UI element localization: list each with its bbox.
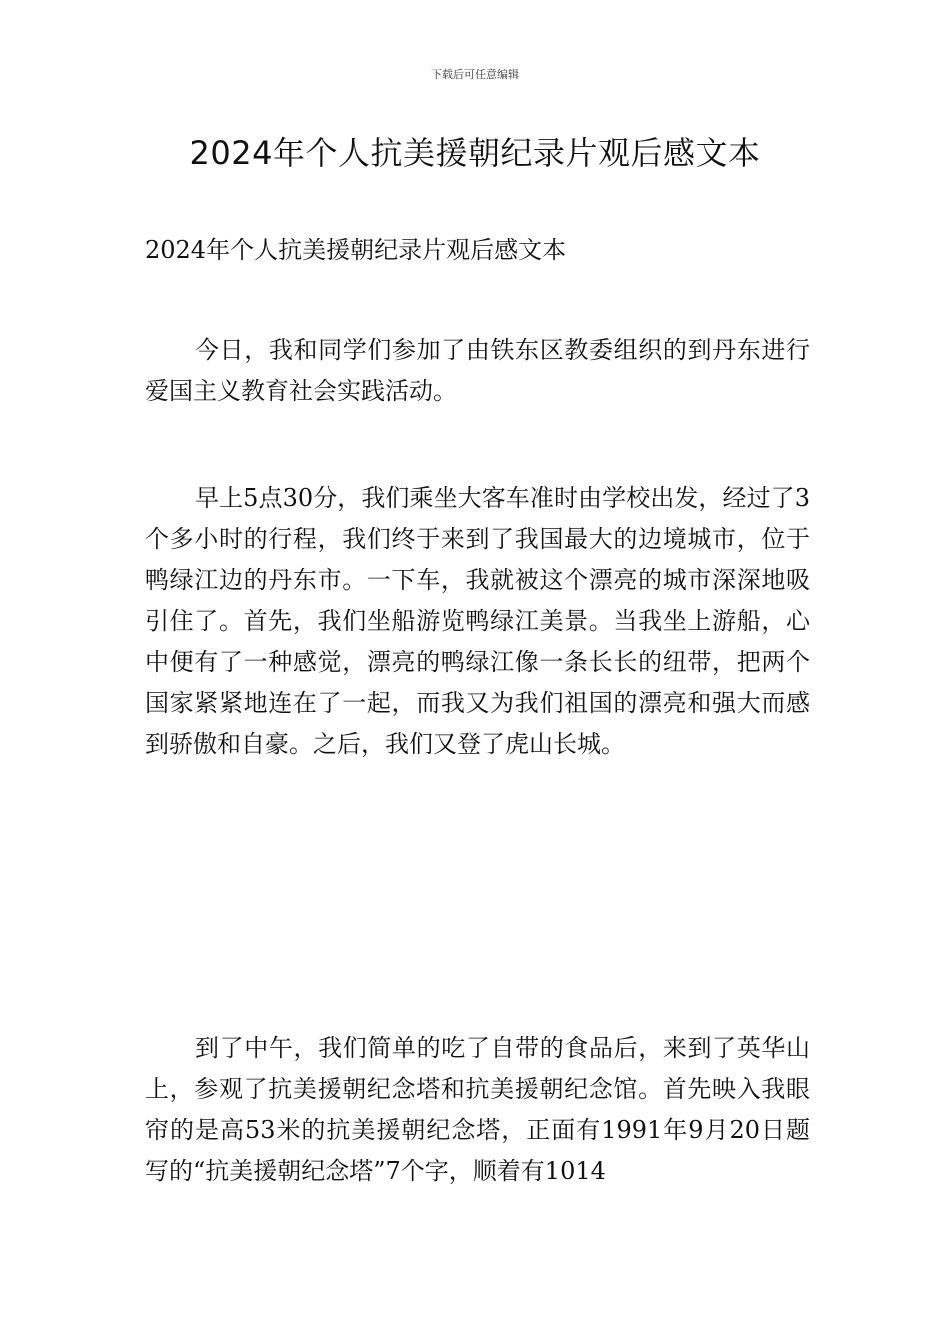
paragraph-3: 到了中午，我们简单的吃了自带的食品后，来到了英华山上，参观了抗美援朝纪念塔和抗美援朝纪念馆。首先映入我眼帘的是高53米的抗美援朝纪念塔，正面有1991年9月20日题写的“抗美援朝纪念塔”7个字，顺着有1014 [145, 1034, 810, 1185]
document-subtitle: 2024年个人抗美援朝纪录片观后感文本 [145, 236, 567, 264]
paragraph-2: 早上5点30分，我们乘坐大客车准时由学校出发，经过了3个多小时的行程，我们终于来到了我国最大的边境城市，位于鸭绿江边的丹东市。一下车，我就被这个漂亮的城市深深地吸引住了。首先，我们坐船游览鸭绿江美景。当我坐上游船，心中便有了一种感觉，漂亮的鸭绿江像一条长长的纽带，把两个国家紧紧地连在了一起，而我又为我们祖国的漂亮和强大而感到骄傲和自豪。之后，我们又登了虎山长城。 [145, 484, 810, 758]
document-title: 2024年个人抗美援朝纪录片观后感文本 [189, 134, 761, 172]
header-note: 下载后可任意编辑 [431, 68, 519, 81]
paragraph-1: 今日，我和同学们参加了由铁东区教委组织的到丹东进行爱国主义教育社会实践活动。 [145, 336, 810, 405]
